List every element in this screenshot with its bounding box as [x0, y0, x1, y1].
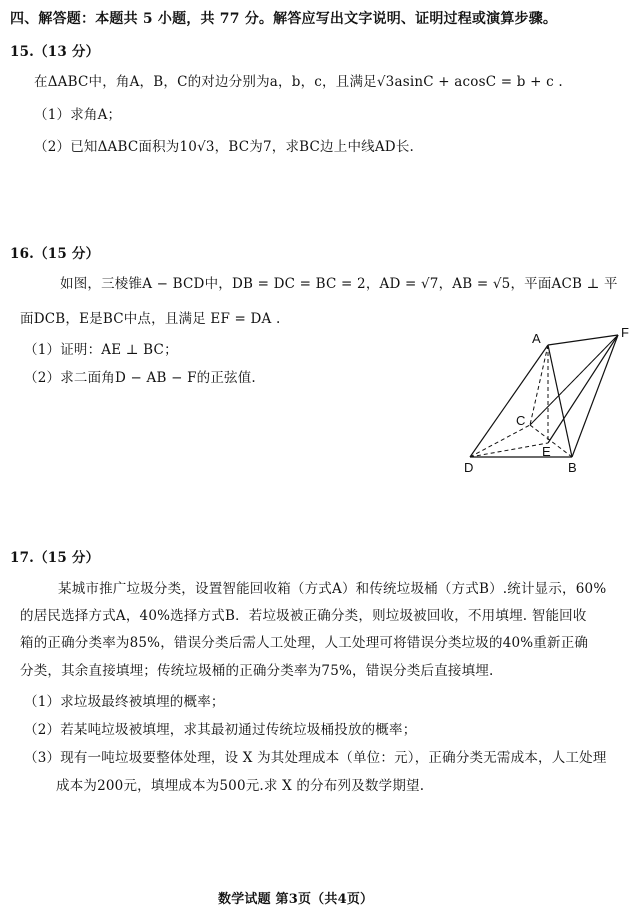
q16-stem-line1: 如图，三棱锥A − BCD中，DB = DC = BC = 2，AD = √7，AB = √5，平面ACB ⊥ 平: [60, 276, 618, 292]
q17-line4: 分类，其余直接填埋；传统垃圾桶的正确分类率为75%，错误分类后直接填埋.: [20, 663, 494, 679]
label-B: B: [568, 460, 577, 475]
q15-part2: （2）已知ΔABC面积为10√3，BC为7，求BC边上中线AD长.: [34, 139, 415, 155]
tetrahedron-figure: [460, 325, 635, 480]
q15-part1: （1）求角A；: [34, 107, 122, 123]
label-E: E: [542, 444, 551, 459]
edge-AD: [470, 345, 548, 457]
section-header: 四、解答题：本题共 5 小题，共 77 分。解答应写出文字说明、证明过程或演算步骤。: [10, 11, 558, 27]
q16-header: 16.（15 分）: [10, 246, 100, 262]
edge-DC: [470, 425, 530, 457]
edge-AB: [548, 345, 572, 457]
edge-DE: [470, 443, 548, 457]
label-D: D: [464, 460, 474, 475]
q15-stem: 在ΔABC中，角A，B，C的对边分别为a，b，c，且满足√3asinC + acosC = b + c .: [34, 74, 563, 90]
label-C: C: [516, 413, 526, 428]
page-footer: 数学试题 第3页（共4页）: [218, 892, 374, 907]
q17-line3: 箱的正确分类率为85%，错误分类后需人工处理，人工处理可将错误分类垃圾的40%重新正确: [20, 635, 589, 651]
label-A: A: [532, 331, 541, 346]
q17-part2: （2）若某吨垃圾被填埋，求其最初通过传统垃圾桶投放的概率；: [24, 722, 417, 738]
q16-part2: （2）求二面角D − AB − F的正弦值.: [24, 370, 256, 386]
edge-AF: [548, 335, 618, 345]
q15-header: 15.（13 分）: [10, 44, 100, 60]
q17-line2: 的居民选择方式A，40%选择方式B．若垃圾被正确分类，则垃圾被回收，不用填埋. 智能回收: [20, 608, 587, 624]
q17-part3-line1: （3）现有一吨垃圾要整体处理，设 X 为其处理成本（单位：元），正确分类无需成本，人工处理: [24, 750, 607, 766]
q17-part1: （1）求垃圾最终被填埋的概率；: [24, 694, 225, 710]
q17-header: 17.（15 分）: [10, 550, 100, 566]
q17-line1: 某城市推广垃圾分类，设置智能回收箱（方式A）和传统垃圾桶（方式B）.统计显示，60%: [58, 581, 607, 597]
q17-part3-line2: 成本为200元，填埋成本为500元.求 X 的分布列及数学期望.: [56, 778, 425, 794]
q16-stem-line2: 面DCB，E是BC中点，且满足 EF = DA .: [20, 311, 281, 327]
label-F: F: [621, 325, 629, 340]
q16-part1: （1）证明：AE ⊥ BC；: [24, 342, 178, 358]
